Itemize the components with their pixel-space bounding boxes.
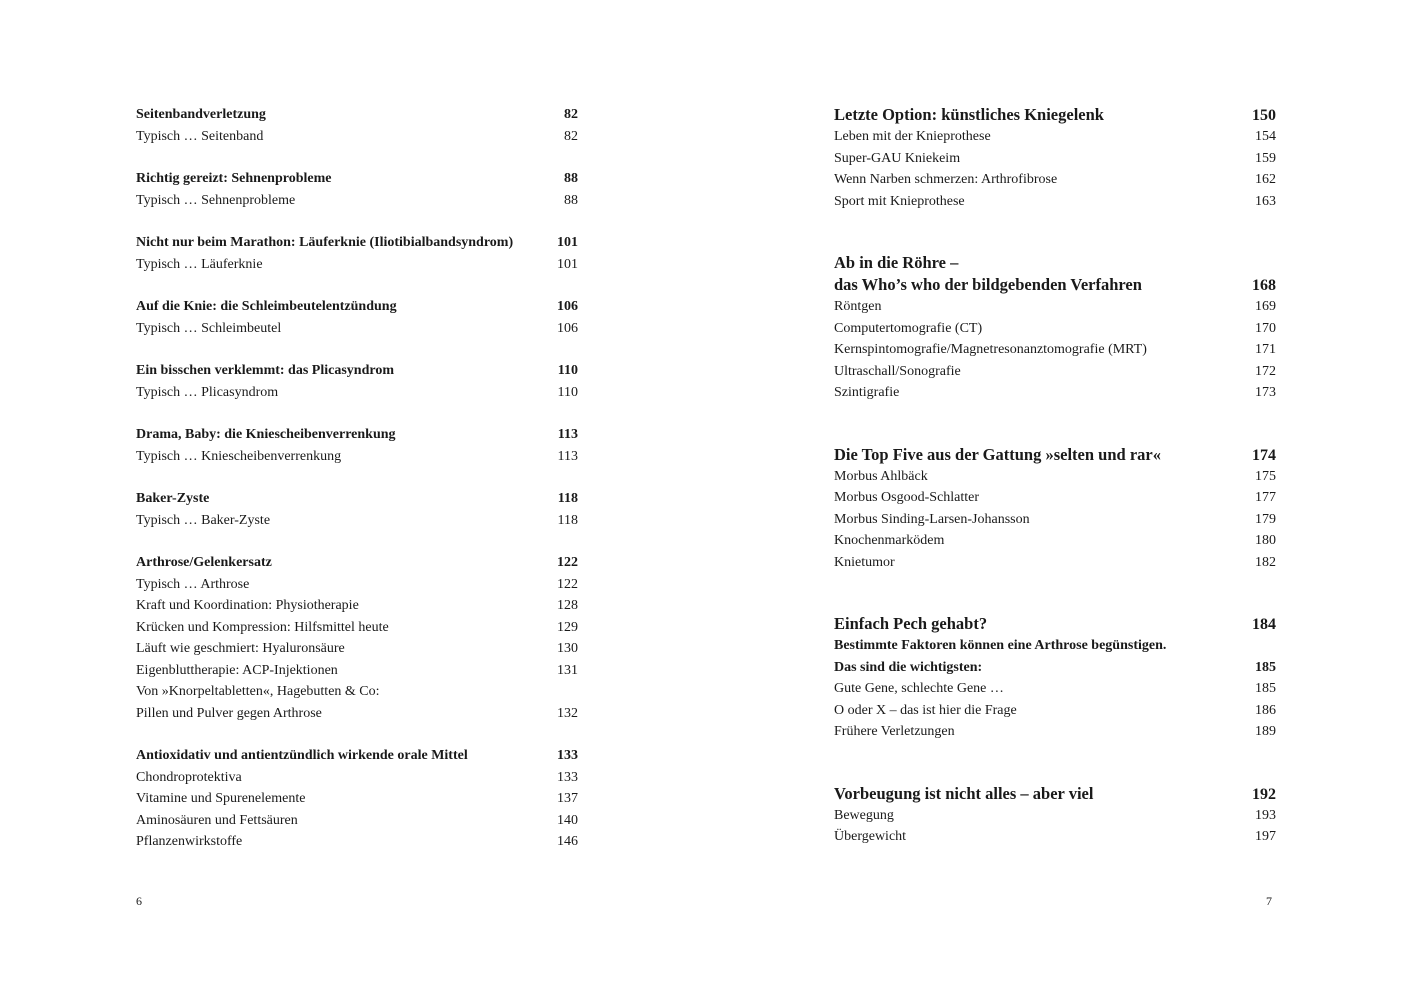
toc-entry-page: 182 (1255, 554, 1276, 570)
toc-entry (834, 466, 1276, 488)
toc-entry (136, 126, 578, 148)
toc-entry-page: 146 (557, 834, 578, 849)
toc-section (834, 783, 1276, 848)
toc-entry (136, 638, 578, 660)
toc-entry-title: Typisch … Kniescheibenverrenkung (136, 448, 342, 464)
toc-entry (136, 296, 578, 318)
toc-entry-page: 192 (1252, 785, 1276, 803)
toc-entry-page: 197 (1255, 829, 1276, 844)
toc-entry-page: 189 (1255, 724, 1276, 739)
toc-entry-page: 130 (557, 641, 578, 656)
toc-entry-page: 88 (564, 171, 578, 186)
toc-section (136, 745, 578, 853)
toc-entry (834, 783, 1276, 805)
toc-entry (834, 361, 1276, 383)
toc-entry (136, 104, 578, 126)
toc-entry-page: 172 (1255, 363, 1276, 379)
left-page (136, 0, 578, 1000)
toc-entry-page: 173 (1255, 385, 1276, 400)
toc-entry (834, 509, 1276, 531)
toc-entry-page: 184 (1252, 616, 1276, 633)
toc-entry-title: Typisch … Läuferknie (136, 256, 263, 272)
toc-entry (136, 382, 578, 404)
toc-entry-page: 110 (557, 384, 578, 400)
toc-entry (834, 318, 1276, 340)
toc-entry (136, 510, 578, 532)
toc-entry-page: 122 (557, 576, 578, 592)
toc-entry-page: 132 (557, 705, 578, 721)
toc-entry (136, 488, 578, 510)
toc-entry-title: Typisch … Arthrose (136, 576, 250, 592)
toc-entry-title: Computertomografie (CT) (834, 320, 983, 336)
toc-entry (834, 635, 1276, 657)
toc-entry-title: Eigenbluttherapie: ACP-Injektionen (136, 662, 338, 678)
toc-entry-title: Typisch … Plicasyndrom (136, 384, 279, 400)
toc-entry-page: 113 (557, 448, 578, 464)
toc-entry (834, 382, 1276, 404)
toc-entry-page: 88 (564, 192, 578, 208)
toc-section (136, 424, 578, 467)
toc-entry-page: 129 (557, 619, 578, 635)
toc-entry (136, 232, 578, 254)
toc-entry (136, 681, 578, 703)
toc-entry-title: Vitamine und Spurenelemente (136, 791, 306, 806)
toc-entry-title: Das sind die wichtigsten: (834, 659, 983, 675)
toc-entry (834, 530, 1276, 552)
toc-entry (834, 104, 1276, 126)
toc-entry-page: 82 (564, 128, 578, 144)
toc-entry-title: Letzte Option: künstliches Kniegelenk (834, 105, 1104, 124)
toc-entry-page: 101 (557, 235, 578, 250)
toc-entry-page: 140 (557, 812, 578, 828)
toc-right (834, 104, 1276, 848)
toc-entry-title: Krücken und Kompression: Hilfsmittel heute (136, 619, 389, 635)
toc-section (834, 613, 1276, 743)
toc-entry-title: Vorbeugung ist nicht alles – aber viel (834, 783, 1094, 803)
toc-entry (136, 190, 578, 212)
toc-entry (834, 191, 1276, 213)
toc-entry-page: 128 (557, 598, 578, 613)
toc-entry-title: Kraft und Koordination: Physiotherapie (136, 598, 359, 613)
toc-entry (136, 831, 578, 853)
toc-entry (834, 339, 1276, 361)
toc-entry (136, 254, 578, 276)
toc-entry-page: 118 (557, 512, 578, 528)
toc-entry-title: Typisch … Schleimbeutel (136, 320, 282, 336)
toc-entry-title: Übergewicht (834, 829, 907, 844)
toc-entry (136, 617, 578, 639)
toc-entry-page: 162 (1255, 172, 1276, 187)
toc-entry-title: Ab in die Röhre – (834, 253, 959, 272)
toc-entry-page: 179 (1255, 511, 1276, 527)
toc-entry-title: Morbus Osgood-Schlatter (834, 490, 980, 505)
toc-entry (136, 810, 578, 832)
toc-entry-title: Ultraschall/Sonografie (834, 363, 961, 379)
toc-entry (834, 721, 1276, 743)
toc-section (136, 296, 578, 339)
toc-section (136, 168, 578, 211)
toc-entry-title: Seitenbandverletzung (136, 107, 266, 122)
toc-entry-title: Baker-Zyste (136, 491, 210, 506)
toc-entry (834, 552, 1276, 574)
toc-entry-title: Typisch … Baker-Zyste (136, 512, 271, 528)
toc-entry-page: 154 (1255, 129, 1276, 144)
toc-entry-page: 122 (557, 555, 578, 570)
toc-entry (834, 826, 1276, 848)
toc-entry-title: Die Top Five aus der Gattung »selten und rar« (834, 444, 1161, 464)
toc-entry-title: Kernspintomografie/Magnetresonanztomografie (MRT) (834, 342, 1147, 357)
toc-entry-page: 170 (1255, 320, 1276, 336)
toc-section (834, 104, 1276, 212)
toc-entry (834, 296, 1276, 318)
toc-entry (834, 613, 1276, 635)
toc-entry (834, 126, 1276, 148)
toc-entry-title: Nicht nur beim Marathon: Läuferknie (Iliotibialbandsyndrom) (136, 235, 514, 250)
toc-entry-page: 133 (557, 748, 578, 763)
toc-entry (834, 805, 1276, 827)
toc-entry-title: Super-GAU Kniekeim (834, 150, 961, 166)
toc-entry-title: Pillen und Pulver gegen Arthrose (136, 705, 322, 721)
toc-entry (834, 274, 1276, 296)
toc-entry (834, 657, 1276, 679)
toc-entry-title: Sport mit Knieprothese (834, 193, 965, 209)
toc-entry-title: Frühere Verletzungen (834, 724, 955, 739)
toc-entry-title: Richtig gereizt: Sehnenprobleme (136, 171, 332, 186)
toc-entry-title: Bestimmte Faktoren können eine Arthrose begünstigen. (834, 638, 1167, 653)
toc-entry-title: Von »Knorpeltabletten«, Hagebutten & Co: (136, 684, 380, 699)
toc-entry-title: das Who’s who der bildgebenden Verfahren (834, 275, 1142, 294)
toc-entry-page: 110 (557, 363, 578, 378)
toc-entry-page: 163 (1255, 193, 1276, 209)
toc-entry-title: Antioxidativ und antientzündlich wirkende orale Mittel (136, 748, 468, 763)
toc-entry-page: 150 (1252, 107, 1276, 124)
toc-entry-page: 101 (557, 256, 578, 272)
toc-entry-page: 193 (1255, 807, 1276, 823)
toc-entry-page: 159 (1255, 150, 1276, 166)
toc-entry-title: Knochenmarködem (834, 533, 945, 548)
toc-entry (834, 444, 1276, 466)
toc-entry (136, 703, 578, 725)
toc-entry-title: Gute Gene, schlechte Gene … (834, 681, 1004, 696)
toc-entry-page: 137 (557, 791, 578, 806)
toc-entry (136, 552, 578, 574)
toc-entry (136, 788, 578, 810)
page-number-left: 6 (136, 894, 142, 908)
toc-entry (834, 700, 1276, 722)
toc-entry (834, 487, 1276, 509)
toc-entry (136, 595, 578, 617)
toc-entry-page: 185 (1255, 681, 1276, 696)
toc-entry-page: 169 (1255, 299, 1276, 314)
toc-entry-page: 180 (1255, 533, 1276, 548)
toc-section (834, 252, 1276, 404)
toc-section (136, 488, 578, 531)
toc-entry-title: Röntgen (834, 299, 882, 314)
toc-entry-title: Arthrose/Gelenkersatz (136, 555, 272, 570)
toc-section (136, 552, 578, 724)
toc-entry-title: O oder X – das ist hier die Frage (834, 702, 1017, 718)
toc-entry-title: Auf die Knie: die Schleimbeutelentzündung (136, 299, 397, 314)
toc-entry (136, 745, 578, 767)
toc-entry-title: Ein bisschen verklemmt: das Plicasyndrom (136, 363, 394, 378)
toc-entry-page: 186 (1255, 702, 1276, 718)
toc-section (136, 360, 578, 403)
toc-entry-page: 171 (1255, 342, 1276, 357)
toc-entry (834, 678, 1276, 700)
toc-entry (834, 252, 1276, 274)
toc-entry (136, 574, 578, 596)
toc-entry-title: Typisch … Seitenband (136, 128, 264, 144)
toc-entry-title: Wenn Narben schmerzen: Arthrofibrose (834, 172, 1058, 187)
toc-entry-page: 174 (1252, 446, 1276, 464)
toc-entry-title: Knietumor (834, 554, 895, 570)
toc-entry (136, 446, 578, 468)
toc-entry (136, 424, 578, 446)
toc-section (834, 444, 1276, 574)
toc-entry (136, 360, 578, 382)
toc-entry-title: Morbus Ahlbäck (834, 468, 928, 484)
toc-entry-title: Aminosäuren und Fettsäuren (136, 812, 298, 828)
toc-entry-title: Leben mit der Knieprothese (834, 129, 991, 144)
toc-entry-title: Bewegung (834, 807, 894, 823)
toc-entry-title: Läuft wie geschmiert: Hyaluronsäure (136, 641, 345, 656)
toc-entry (136, 168, 578, 190)
right-page (834, 0, 1276, 1000)
toc-entry (834, 169, 1276, 191)
toc-entry (136, 318, 578, 340)
toc-left (136, 104, 578, 853)
toc-entry-page: 175 (1255, 468, 1276, 484)
toc-entry-page: 177 (1255, 490, 1276, 505)
toc-entry-page: 185 (1255, 659, 1276, 675)
toc-entry-page: 106 (557, 320, 578, 336)
page-number-right: 7 (1266, 894, 1272, 908)
toc-entry-title: Morbus Sinding-Larsen-Johansson (834, 511, 1030, 527)
toc-entry-page: 82 (564, 107, 578, 122)
toc-entry-title: Chondroprotektiva (136, 769, 242, 785)
toc-entry-page: 113 (557, 427, 578, 442)
toc-entry-page: 168 (1252, 277, 1276, 294)
toc-entry (136, 767, 578, 789)
toc-entry (136, 660, 578, 682)
toc-entry-page: 131 (557, 662, 578, 678)
toc-entry-title: Szintigrafie (834, 385, 900, 400)
toc-entry-title: Drama, Baby: die Kniescheibenverrenkung (136, 427, 396, 442)
toc-section (136, 104, 578, 147)
toc-entry-page: 118 (557, 491, 578, 506)
toc-entry-title: Typisch … Sehnenprobleme (136, 192, 296, 208)
toc-section (136, 232, 578, 275)
toc-entry (834, 148, 1276, 170)
toc-entry-page: 106 (557, 299, 578, 314)
toc-entry-page: 133 (557, 769, 578, 785)
toc-entry-title: Pflanzenwirkstoffe (136, 834, 243, 849)
toc-entry-title: Einfach Pech gehabt? (834, 614, 988, 633)
